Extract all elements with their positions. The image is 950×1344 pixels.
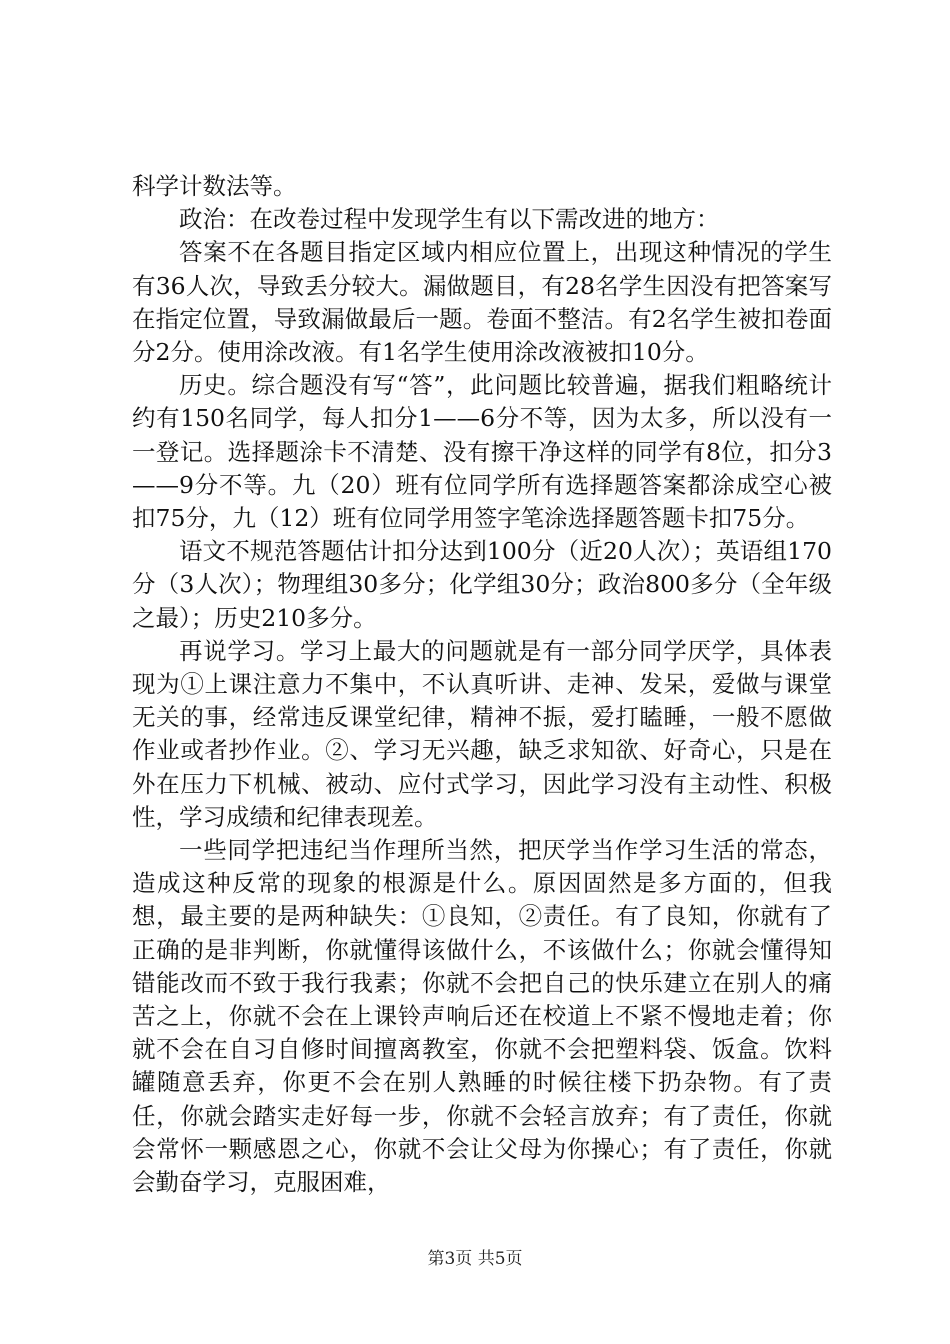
page-number-footer: 第3页 共5页	[427, 1249, 523, 1269]
paragraph-politics-heading: 政治：在改卷过程中发现学生有以下需改进的地方：	[179, 205, 720, 234]
paragraph-continuation: 科学计数法等。	[132, 172, 297, 200]
document-body	[132, 170, 832, 1199]
paragraph-study-problems: 再说学习。学习上最大的问题就是有一部分同学厌学，具体表现为①上课注意力不集中，不认真听讲、走神、发呆，爱做与课堂无关的事，经常违反课堂纪律，精神不振，爱打瞌睡，一般不愿做作业或者抄作业。②、学习无兴趣，缺乏求知欲、好奇心，只是在外在压力下机械、被动、应付式学习，因此学习没有主动性、积极性，学习成绩和纪律表现差。	[132, 636, 832, 831]
paragraph-deduction-summary: 语文不规范答题估计扣分达到100分（近20人次）；英语组170分（3人次）；物理组30多分；化学组30分；政治800多分（全年级之最）；历史210多分。	[132, 537, 832, 632]
paragraph-history: 历史。综合题没有写“答”，此问题比较普遍，据我们粗略统计约有150名同学，每人扣分1——6分不等，因为太多，所以没有一一登记。选择题涂卡不清楚、没有擦干净这样的同学有8位，扣分3——9分不等。九（20）班有位同学所有选择题答案都涂成空心被扣75分，九（12）班有位同学用签字笔涂选择题答题卡扣75分。	[132, 371, 832, 533]
paragraph-root-causes: 一些同学把违纪当作理所当然，把厌学当作学习生活的常态，造成这种反常的现象的根源是什么。原因固然是多方面的，但我想，最主要的是两种缺失：①良知，②责任。有了良知，你就有了正确的是非判断，你就懂得该做什么，不该做什么；你就会懂得知错能改而不致于我行我素；你就不会把自己的快乐建立在别人的痛苦之上，你就不会在上课铃声响后还在校道上不紧不慢地走着；你就不会在自习自修时间擅离教室，你就不会把塑料袋、饭盒。饮料罐随意丢弃，你更不会在别人熟睡的时候往楼下扔杂物。有了责任，你就会踏实走好每一步，你就不会轻言放弃；有了责任，你就会常怀一颗感恩之心，你就不会让父母为你操心；有了责任，你就会勤奋学习，克服困难，	[132, 836, 832, 1197]
paragraph-politics-issues: 答案不在各题目指定区域内相应位置上，出现这种情况的学生有36人次，导致丢分较大。漏做题目，有28名学生因没有把答案写在指定位置，导致漏做最后一题。卷面不整洁。有2名学生被扣卷面分2分。使用涂改液。有1名学生使用涂改液被扣10分。	[132, 238, 832, 367]
